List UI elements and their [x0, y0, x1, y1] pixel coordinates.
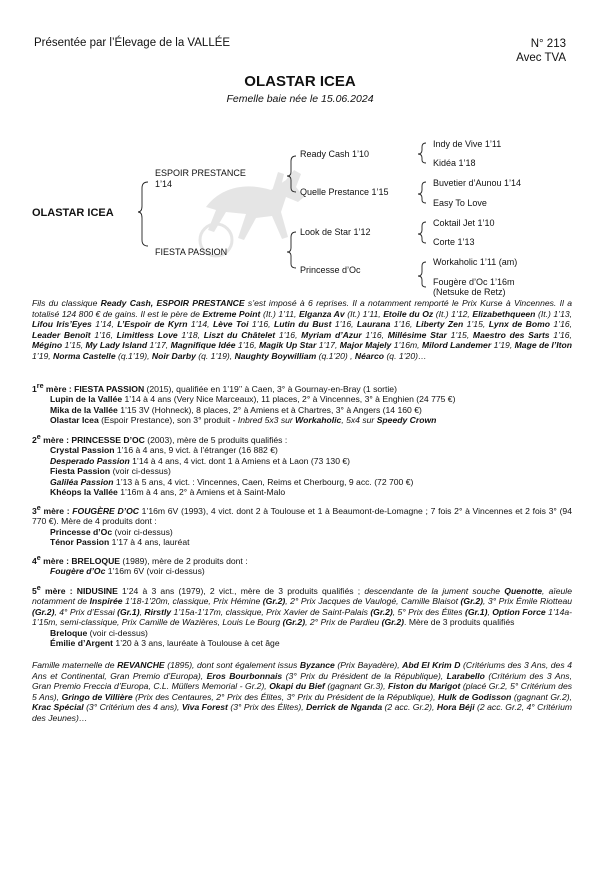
text-run: Eros Bourbonnais [206, 670, 283, 681]
text-run: Quenotte [504, 585, 542, 596]
text-run: , 2° Prix de Pardieu [305, 617, 382, 628]
sire-record: 1’14 [155, 179, 173, 189]
text-run: 1’24 à 3 ans (1979), 2 vict., mère de 3 produits qualifiés ; [117, 585, 365, 596]
text-run: My Lady Island [85, 340, 148, 350]
text-run: Inbred 5x3 sur [237, 415, 296, 426]
text-run: Khéops la Vallée [50, 487, 118, 498]
text-run: 1’19, [32, 350, 54, 361]
text-run: (It.) 1’11, [344, 308, 384, 319]
text-run: e [36, 504, 41, 512]
vat-label: Avec TVA [516, 52, 566, 64]
text-run: e [36, 433, 41, 441]
text-run: Fils du classique [32, 298, 101, 308]
text-run: 1’18, [177, 329, 204, 340]
mother-4 [32, 553, 572, 577]
mother-2 [32, 432, 572, 498]
dam-sire: Look de Star 1’12 [300, 227, 371, 237]
text-run: 1’16m 6V (voir ci-dessus) [105, 566, 205, 577]
text-run: , [487, 606, 493, 617]
text-run: Lutin du Bust [274, 319, 332, 329]
text-run: 1’13 à 5 ans, 4 vict. : Vincennes, Caen, Reims et Cherbourg, 9 acc. (72 700 €) [113, 476, 414, 487]
dss-name: Coktail Jet 1’10 [433, 218, 495, 228]
offspring-line [32, 477, 572, 488]
text-run: 1’20 à 3 ans, lauréate à Toulouse à cet âge [113, 638, 280, 649]
text-run: Extreme Point [202, 308, 261, 319]
horse-title: OLASTAR ICEA [244, 73, 356, 90]
text-run: , 4° Prix d’Essai [54, 606, 118, 617]
text-run: 1’19, [491, 340, 515, 350]
mother-5 [32, 583, 572, 649]
text-run: Milord Landemer [421, 340, 492, 350]
family-paragraph [32, 660, 572, 723]
text-run: (q.1’20) , [316, 350, 355, 361]
text-run: Famille maternelle de [32, 660, 118, 670]
text-run: Naughty Boywilliam [234, 350, 317, 361]
sdd-name: Easy To Love [433, 198, 487, 208]
text-run: (Critériums des 3 Ans, des 4 Ans et Continental, Gran Premio d’Europa), [32, 660, 572, 681]
text-run: Rirstly [144, 606, 172, 617]
dsd-name: Corte 1’13 [433, 237, 475, 247]
text-run: (Gr.2) [32, 606, 55, 617]
text-run: Breloque [50, 627, 88, 638]
text-run: 1’15, [446, 329, 473, 340]
text-run: (2015), qualifiée en 1’19’’ à Caen, 3° à Gournay-en-Bray (1 sortie) [144, 383, 397, 394]
text-run: (3° Prix des Élites), [227, 702, 307, 712]
text-run: (Critérium des 3 Ans, Gran Premio Freccia d’Europa, C.L. Müllers Memorial - Gr.2), [32, 670, 572, 691]
mother-heading [32, 381, 572, 394]
text-run: Mégino [32, 340, 63, 350]
text-run: Gringo de Villière [61, 691, 133, 702]
text-run: (2 acc. Gr.2), [382, 702, 437, 712]
text-run: 1’16m à 4 ans, 2° à Amiens et à Saint-Malo [117, 487, 286, 498]
text-run: Workaholic [295, 415, 342, 426]
text-run: (Gr.2) [370, 606, 393, 617]
text-run: Myriam d’Azur [301, 329, 362, 340]
ddd-sub: (Netsuke de Retz) [433, 287, 506, 297]
text-run: 2 [32, 434, 37, 445]
text-run: re [36, 382, 44, 390]
text-run: mère : [40, 505, 73, 516]
text-run: 1’14 à 4 ans (Very Nice Marceaux), 11 places, 2° à Vincennes, 3° à Enghien (24 775 €) [122, 394, 456, 405]
offspring-line [32, 415, 572, 426]
text-run: (gagnant Gr.3), [324, 681, 388, 691]
text-run: 1’16m, [391, 340, 422, 350]
text-run: Okapi du Bief [269, 681, 325, 691]
text-run: (Gr.1) [117, 606, 140, 617]
offspring-line [32, 537, 572, 548]
text-run: mère : PRINCESSE D’OC [40, 434, 145, 445]
mother-1 [32, 381, 572, 426]
offspring-line [32, 527, 572, 538]
text-run: 1’16, [549, 319, 573, 329]
text-run: 4 [32, 555, 37, 566]
text-run: (Gr.1) [465, 606, 488, 617]
text-run: REVANCHE [117, 660, 165, 670]
text-run: Norma Castelle [53, 350, 116, 361]
text-run: 1’16, [235, 340, 259, 350]
lot-number: N° 213 [530, 38, 566, 50]
text-run: Galiléa Passion [50, 476, 114, 487]
text-run: 1’14a-1’15m, semi-classique, Prix Camille de Wazières, Louis Le Bourg [32, 606, 572, 628]
text-run: L’Espoir de Kyrn [117, 319, 188, 329]
text-run: Inspirée [89, 596, 123, 607]
text-run: Major Majely [339, 340, 392, 350]
text-run: 1’15 3V (Hohneck), 8 places, 2° à Amiens et à Chartres, 3° à Angers (14 160 €) [117, 404, 422, 415]
sire-dam: Quelle Prestance 1’15 [300, 187, 389, 197]
text-run: (gagnant Gr.2), [511, 691, 572, 702]
text-run: (Gr.2) [282, 617, 306, 628]
text-run: 1’18-1’20m, classique, Prix Hémine [122, 596, 263, 607]
offspring-line [32, 445, 572, 456]
sss-name: Indy de Vive 1’11 [433, 139, 502, 149]
text-run: (placé Gr.2, 5° Critérium des 5 Ans), [32, 681, 573, 702]
text-run: 1’15, [463, 319, 489, 329]
text-run: Fiston du Marigot [388, 681, 461, 691]
sds-name: Buvetier d’Aunou 1’14 [433, 178, 522, 188]
text-run: (Gr.2) [262, 596, 286, 607]
text-run: (q. 1’19), [195, 350, 235, 361]
text-run: Abd El Krim D [402, 660, 461, 670]
offspring-line [32, 456, 572, 467]
text-run: Magik Up Star [258, 340, 317, 350]
horse-subtitle: Femelle baie née le 15.06.2024 [226, 93, 374, 105]
text-run: 1’17, [316, 340, 340, 350]
presenter-text: Présentée par l’Élevage de la VALLÉE [34, 37, 231, 49]
text-run: (q.1’19), [115, 350, 152, 361]
text-run: (Espoir Prestance), son 3° produit - [98, 415, 238, 426]
text-run: (q. 1’20)… [384, 350, 427, 361]
text-run: , aïeule notamment de [32, 585, 572, 607]
text-run: Larabello [446, 670, 485, 681]
ddd-name: Fougère d’Oc 1’16m [433, 277, 515, 287]
text-run: Liszt du Châtelet [203, 329, 276, 340]
text-run: 1’16, [248, 319, 274, 329]
text-run: Speedy Crown [376, 415, 437, 426]
mother-heading [32, 432, 572, 445]
text-run: 1’16, [90, 329, 117, 340]
text-run: Hora Béji [436, 702, 475, 712]
sire-name: ESPOIR PRESTANCE [155, 168, 246, 178]
text-run: mère : FIESTA PASSION [43, 383, 145, 394]
text-run: 1’16m 6V (1993), 4 vict. dont 2 à Toulouse et 1 à Beaumont-de-Lomagne ; 7 fois 2° à Vincennes et 2 fois 3° (94 770 €). Mère de 4 produits dont : [32, 505, 572, 527]
text-run: 5 [32, 585, 37, 596]
text-run: Ténor Passion [50, 537, 110, 548]
text-run: Hulk de Godisson [438, 691, 512, 702]
text-run: Millésime Star [387, 329, 447, 340]
text-run: (It.) 1’13, [535, 308, 573, 319]
text-run: 1’14, [187, 319, 213, 329]
dam-dam: Princesse d’Oc [300, 265, 361, 275]
text-run: Byzance [299, 660, 335, 670]
offspring-line [32, 394, 572, 405]
text-run: Crystal Passion [50, 445, 115, 456]
offspring-line [32, 405, 572, 416]
text-run: 1’14, [91, 319, 118, 329]
text-run: (voir ci-dessus) [110, 466, 171, 477]
dam-name: FIESTA PASSION [155, 247, 228, 257]
text-run: Fougère d’Oc [50, 566, 106, 577]
text-run: Viva Forest [181, 702, 228, 712]
text-run: (Gr.2) [460, 596, 483, 607]
text-run: 1’16, [390, 319, 416, 329]
text-run: Mika de la Vallée [50, 404, 118, 415]
text-run: Émilie d’Argent [50, 638, 114, 649]
text-run: Maestro des Sarts [472, 329, 550, 340]
text-run: 3 [32, 505, 37, 516]
text-run: Lève Toi [212, 319, 249, 329]
sire-paragraph [32, 298, 572, 361]
text-run: (Prix Bayadère), [334, 660, 403, 670]
offspring-line [32, 487, 572, 498]
text-run: , [139, 606, 145, 617]
text-run: Elganza Av [298, 308, 345, 319]
text-run: 1 [32, 383, 37, 394]
text-run: (It.) 1’11, [260, 308, 299, 319]
text-run: Laurana [356, 319, 391, 329]
mother-heading [32, 503, 572, 527]
text-run: e [36, 554, 41, 562]
text-run: 1’16, [549, 329, 572, 340]
text-run: Mage de l’Iton [514, 340, 572, 350]
ssd-name: Kidéa 1’18 [433, 158, 476, 168]
text-run: , 2° Prix Jacques de Vaulogé, Camille Blaisot [285, 596, 461, 607]
text-run: (It.) 1’12, [433, 308, 473, 319]
text-run: Olastar Icea [50, 415, 99, 426]
text-run: Desperado Passion [50, 455, 130, 466]
text-run: Fiesta Passion [50, 466, 111, 477]
mother-heading [32, 553, 572, 566]
text-run: 1’17, [147, 340, 171, 350]
text-run: Princesse d’Oc [50, 526, 113, 537]
text-run: (1895), dont sont également issus [164, 660, 300, 670]
text-run: (3° Prix du Président de la République), [282, 670, 447, 681]
text-run: (Prix des Centaures, 2° Prix des Élites, 3° Prix du Président de la République), [132, 691, 439, 702]
sire-sire: Ready Cash 1’10 [300, 149, 370, 159]
text-run: Derrick de Nganda [306, 702, 383, 712]
text-run: , 5x4 sur [341, 415, 377, 426]
text-run: (voir ci-dessus) [112, 526, 173, 537]
offspring-line [32, 638, 572, 649]
text-run: Etoile du Oz [383, 308, 434, 319]
text-run: Krac Spécial [32, 702, 84, 712]
text-run: 1’16, [361, 329, 388, 340]
mother-heading [32, 583, 572, 628]
text-run: Limitless Love [116, 329, 178, 340]
mother-3 [32, 503, 572, 548]
text-run: Néarco [354, 350, 385, 361]
text-run: (Gr.2) [381, 617, 405, 628]
text-run: (3° Critérium des 4 ans), [83, 702, 182, 712]
text-run: mère : BRELOQUE [40, 555, 121, 566]
offspring-line [32, 628, 572, 639]
pedigree-horse-name: OLASTAR ICEA [32, 207, 114, 219]
text-run: Magnifique Idée [170, 340, 236, 350]
text-run: Leader Benoît [32, 329, 91, 340]
text-run: Lupin de la Vallée [50, 394, 123, 405]
text-run: e [36, 584, 41, 592]
text-run: (1989), mère de 2 produits dont : [120, 555, 248, 566]
text-run: Noir Darby [151, 350, 196, 361]
dds-name: Workaholic 1’11 (am) [433, 257, 518, 267]
text-run: FOUGÈRE D’OC [72, 505, 139, 516]
text-run: Option Force [492, 606, 546, 617]
text-run: Lynx de Bomo [488, 319, 550, 329]
text-run: 1’16, [275, 329, 302, 340]
text-run: 1’15, [62, 340, 86, 350]
text-run: s’est imposé à 6 reprises. Il a notamment remporté le Prix Kurse à Vincennes. Il a totalisé 124 800 € de gains. Il est le père de [32, 298, 572, 319]
offspring-line [32, 466, 572, 477]
text-run: descendante de la jument souche [364, 585, 505, 596]
text-run: Ready Cash, ESPOIR PRESTANCE [100, 298, 245, 308]
text-run: , 3° Prix Émile Riotteau [483, 596, 573, 607]
text-run: (voir ci-dessus) [87, 627, 148, 638]
text-run: . Mère de 3 produits qualifiés [404, 617, 515, 628]
text-run: 1’15a-1’17m, classique, Prix Xavier de Saint-Palais [171, 606, 371, 617]
text-run: mère : NIDUSINE [40, 585, 118, 596]
text-run: 1’16, [331, 319, 357, 329]
text-run: Lifou Iris’Eyes [32, 319, 92, 329]
text-run: 1’16 à 4 ans, 9 vict. à l’étranger (16 882 €) [114, 445, 278, 456]
text-run: , 5° Prix des Élites [392, 606, 465, 617]
text-run: Elizabethqueen [472, 308, 536, 319]
text-run: (2003), mère de 5 produits qualifiés : [144, 434, 288, 445]
offspring-line [32, 566, 572, 577]
text-run: Liberty Zen [415, 319, 464, 329]
text-run: 1’14 à 4 ans, 4 vict. dont 1 à Amiens et à Laon (73 130 €) [129, 455, 351, 466]
text-run: (2 acc. Gr.2, 4° Critérium des Jeunes)… [32, 702, 573, 723]
text-run: 1’17 à 4 ans, lauréat [109, 537, 190, 548]
